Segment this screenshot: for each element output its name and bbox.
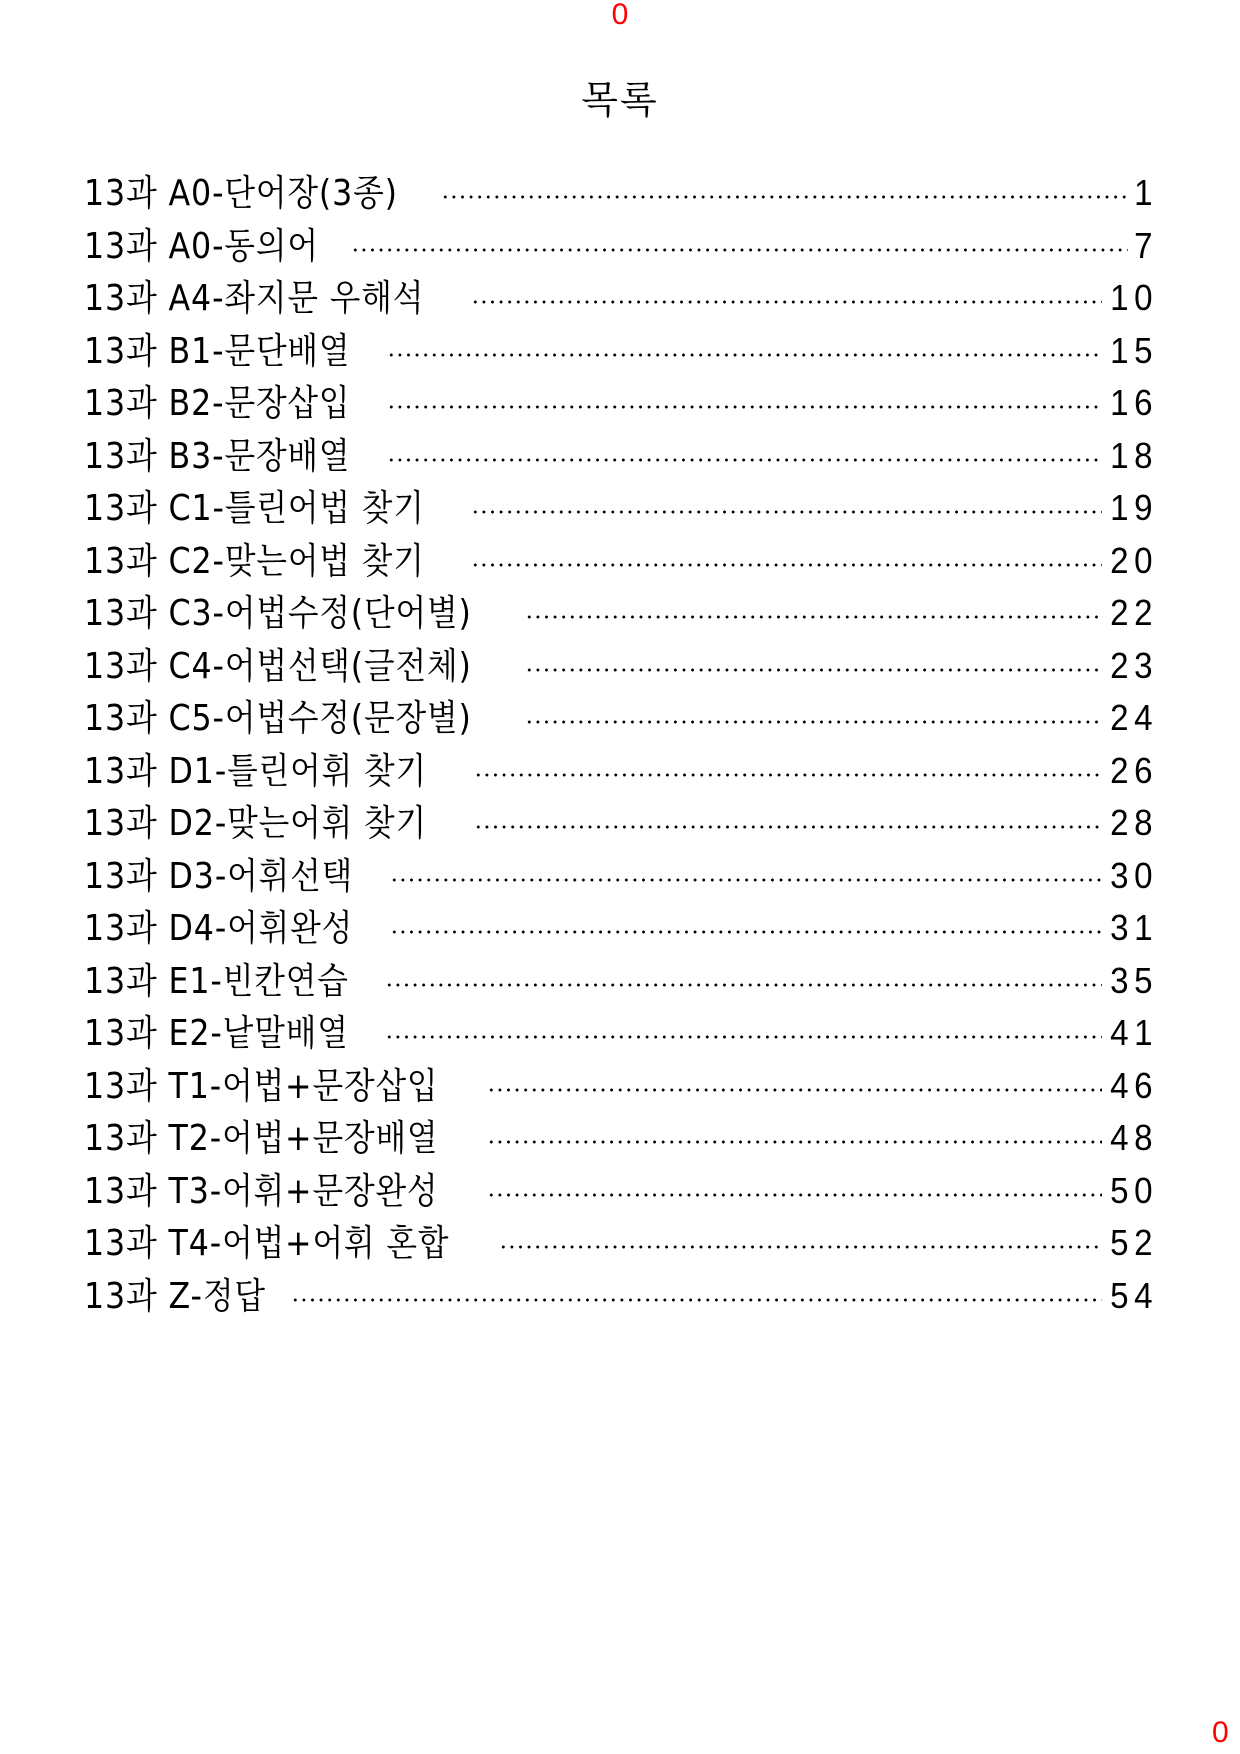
toc-entry[interactable]	[84, 955, 1158, 1008]
dot-leader	[474, 773, 1102, 777]
toc-entry-label: 13과 A0-단어장(3종)	[84, 173, 398, 214]
page-marker-bottom: 0	[1212, 1716, 1229, 1749]
toc-entry[interactable]	[84, 167, 1158, 220]
toc-entry-page: 41	[1110, 1012, 1158, 1053]
toc-entry-page: 23	[1110, 644, 1158, 686]
toc-entry-page: 7	[1134, 224, 1158, 266]
toc-entry-label: 13과 T2-어법+문장배열	[84, 1118, 439, 1159]
toc-entry-label: 13과 T4-어법+어휘 혼합	[84, 1223, 450, 1264]
dot-leader	[385, 983, 1102, 987]
toc-entry[interactable]	[84, 535, 1158, 588]
toc-entry-label: 13과 B1-문단배열	[84, 330, 351, 372]
toc-entry-page: 48	[1110, 1117, 1158, 1158]
toc-title: 목록	[581, 78, 659, 122]
dot-leader	[387, 458, 1102, 462]
dot-leader	[351, 248, 1128, 252]
toc-entry-label: 13과 D3-어휘선택	[84, 855, 354, 897]
dot-leader	[390, 878, 1102, 882]
toc-entry[interactable]	[84, 1007, 1158, 1060]
dot-leader	[441, 195, 1128, 199]
toc-entry-label: 13과 B2-문장삽입	[84, 383, 351, 424]
toc-entry-label: 13과 Z-정답	[84, 1275, 266, 1317]
page-marker-top: 0	[611, 0, 629, 31]
toc-entry-label: 13과 B3-문장배열	[84, 435, 351, 477]
dot-leader	[525, 615, 1102, 619]
toc-entry-label: 13과 C3-어법수정(단어별)	[84, 593, 472, 634]
dot-leader	[525, 720, 1102, 724]
table-of-contents	[84, 167, 1158, 1322]
dot-leader	[385, 1035, 1102, 1039]
toc-entry[interactable]	[84, 430, 1158, 483]
toc-entry-label: 13과 A4-좌지문 우해석	[84, 278, 425, 319]
toc-entry-page: 46	[1110, 1064, 1158, 1106]
toc-entry[interactable]	[84, 272, 1158, 325]
toc-entry[interactable]	[84, 220, 1158, 273]
toc-entry[interactable]	[84, 1217, 1158, 1270]
toc-entry-page: 16	[1110, 382, 1158, 423]
toc-entry[interactable]	[84, 640, 1158, 693]
toc-entry[interactable]	[84, 797, 1158, 850]
dot-leader	[487, 1193, 1102, 1197]
toc-entry-page: 30	[1110, 854, 1158, 896]
toc-entry-label: 13과 D4-어휘완성	[84, 908, 354, 949]
toc-entry-label: 13과 A0-동의어	[84, 225, 319, 267]
toc-entry[interactable]	[84, 745, 1158, 798]
toc-entry-page: 26	[1110, 749, 1158, 791]
toc-entry-page: 20	[1110, 539, 1158, 581]
toc-entry[interactable]	[84, 1060, 1158, 1113]
toc-entry-label: 13과 C5-어법수정(문장별)	[84, 698, 472, 739]
dot-leader	[387, 353, 1102, 357]
toc-entry-page: 31	[1110, 907, 1158, 948]
toc-entry-page: 24	[1110, 697, 1158, 738]
dot-leader	[390, 930, 1102, 934]
toc-entry-label: 13과 C4-어법선택(글전체)	[84, 645, 472, 687]
toc-entry[interactable]	[84, 1165, 1158, 1218]
toc-entry-page: 18	[1110, 434, 1158, 476]
toc-entry-page: 52	[1110, 1222, 1158, 1263]
toc-entry-label: 13과 T3-어휘+문장완성	[84, 1170, 439, 1212]
toc-entry-page: 35	[1110, 959, 1158, 1001]
toc-entry[interactable]	[84, 482, 1158, 535]
dot-leader	[471, 300, 1102, 304]
toc-entry-page: 10	[1110, 277, 1158, 318]
toc-entry-label: 13과 T1-어법+문장삽입	[84, 1065, 439, 1107]
toc-entry[interactable]	[84, 1270, 1158, 1323]
dot-leader	[474, 825, 1102, 829]
toc-entry-label: 13과 E2-낱말배열	[84, 1013, 349, 1054]
toc-entry-page: 28	[1110, 802, 1158, 843]
dot-leader	[499, 1245, 1102, 1249]
toc-entry-page: 1	[1134, 172, 1158, 213]
dot-leader	[525, 668, 1102, 672]
toc-entry[interactable]	[84, 1112, 1158, 1165]
toc-entry[interactable]	[84, 325, 1158, 378]
toc-entry-page: 15	[1110, 329, 1158, 371]
toc-entry-page: 54	[1110, 1274, 1158, 1316]
dot-leader	[487, 1140, 1102, 1144]
dot-leader	[471, 510, 1102, 514]
dot-leader	[487, 1088, 1102, 1092]
toc-entry[interactable]	[84, 692, 1158, 745]
toc-entry-label: 13과 C2-맞는어법 찾기	[84, 540, 425, 582]
toc-entry-label: 13과 D1-틀린어휘 찾기	[84, 750, 427, 792]
toc-entry-page: 22	[1110, 592, 1158, 633]
toc-entry-label: 13과 C1-틀린어법 찾기	[84, 488, 425, 529]
toc-entry-page: 50	[1110, 1169, 1158, 1211]
toc-entry-page: 19	[1110, 487, 1158, 528]
toc-entry[interactable]	[84, 850, 1158, 903]
toc-entry[interactable]	[84, 377, 1158, 430]
dot-leader	[387, 405, 1102, 409]
toc-entry[interactable]	[84, 587, 1158, 640]
toc-entry[interactable]	[84, 902, 1158, 955]
toc-entry-label: 13과 E1-빈칸연습	[84, 960, 349, 1002]
toc-entry-label: 13과 D2-맞는어휘 찾기	[84, 803, 427, 844]
dot-leader	[291, 1298, 1102, 1302]
dot-leader	[471, 563, 1102, 567]
